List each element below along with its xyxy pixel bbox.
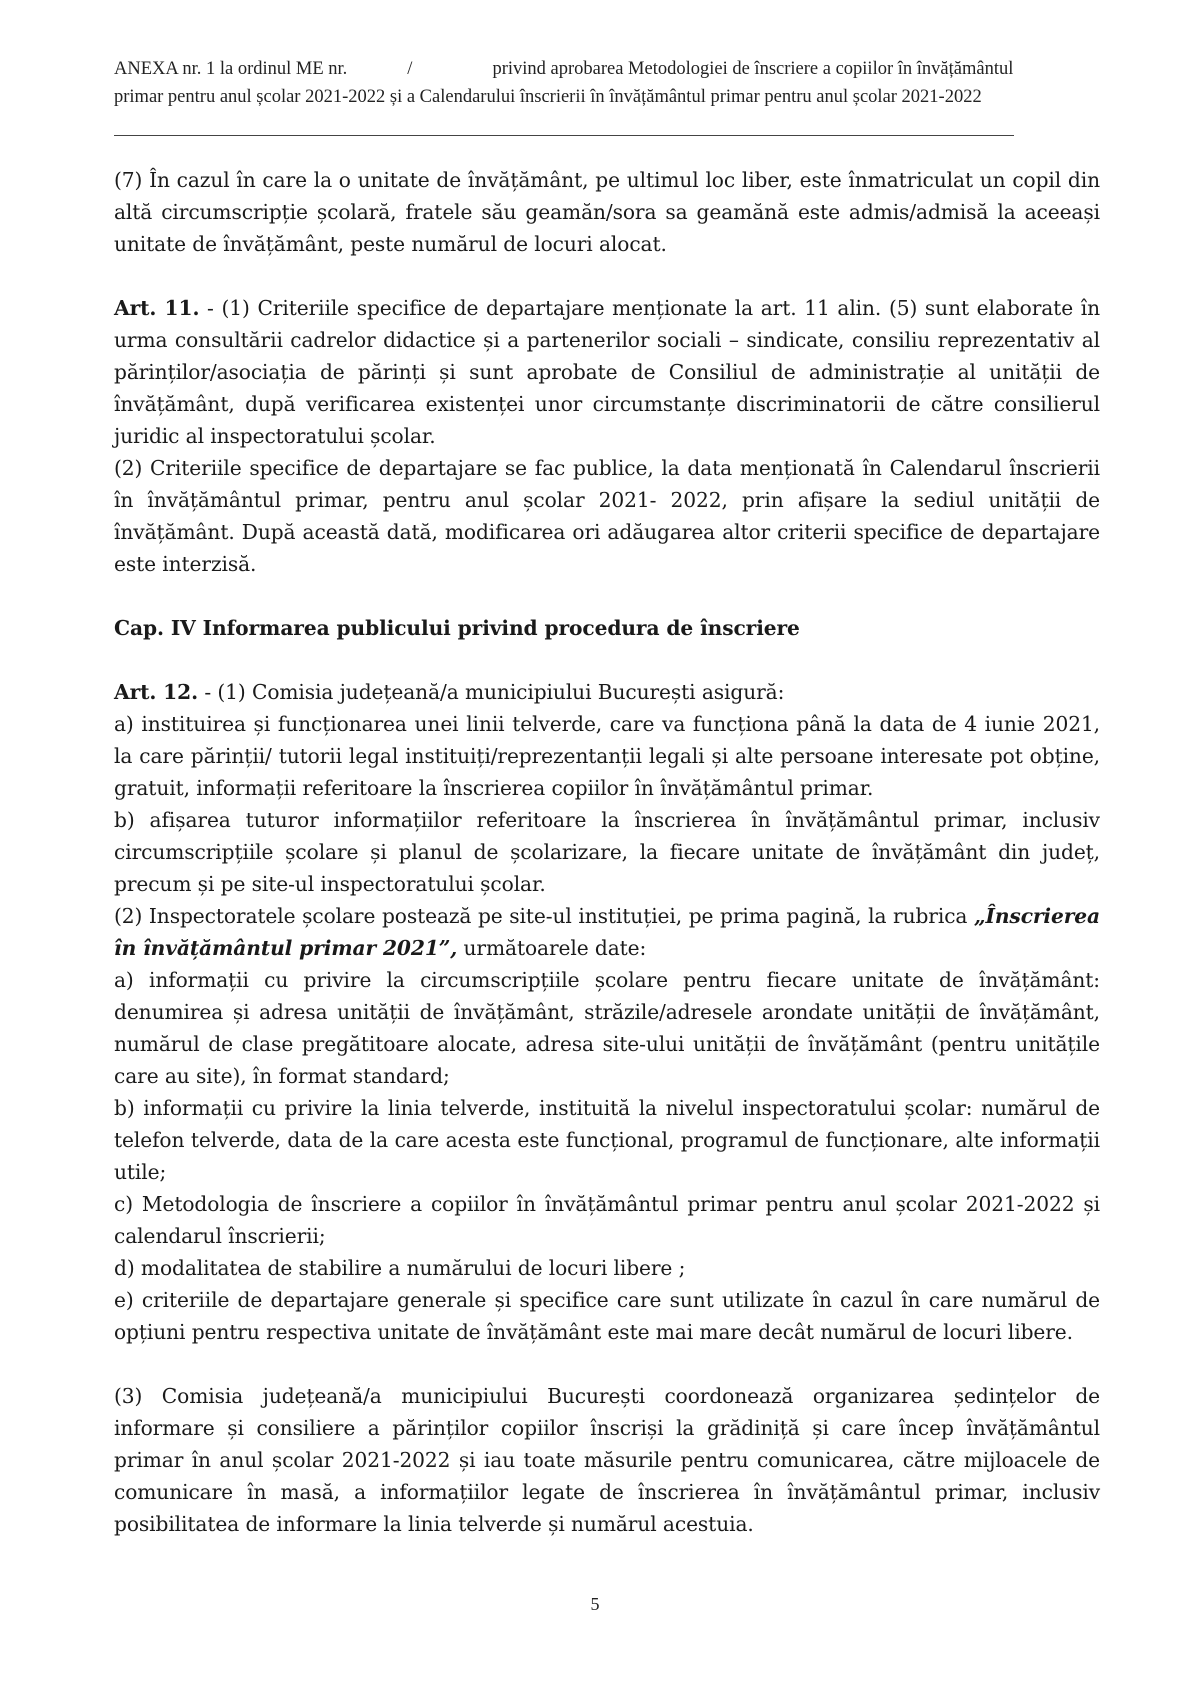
art12-label: Art. 12.: [114, 680, 199, 704]
art12-paragraph-1: [114, 676, 1100, 708]
header-divider: [114, 135, 1014, 136]
art12-paragraph-3: (3) Comisia județeană/a municipiului București coordonează organizarea ședințelor de informare și consiliere a părinților copiilor înscriși la grădiniță și care încep învățământul primar în anul școlar 2021-2022 și iau toate măsurile pentru comunicarea, către mijloacele de comunicare în masă, a informațiilor legate de înscrierea în învățământul primar, inclusiv posibilitatea de informare la linia telverde și numărul acestuia.: [114, 1384, 1100, 1536]
art12-p2-item-a: a) informații cu privire la circumscripțiile școlare pentru fiecare unitate de învățământ: denumirea și adresa unității de învățământ, străzile/adresele arondate unității de învățământ, numărul de clase pregătitoare alocate, adresa site-ului unității de învățământ (pentru unitățile care au site), în format standard;: [114, 968, 1100, 1088]
art12-p2-item-b: b) informații cu privire la linia telverde, instituită la nivelul inspectoratului școlar: numărul de telefon telverde, data de la care acesta este funcțional, programul de funcționare, alte informații utile;: [114, 1096, 1100, 1184]
art12-p2-rubric: „Înscrierea în învățământul primar 2021”,: [114, 904, 1100, 960]
chapter-heading: Cap. IV Informarea publicului privind procedura de înscriere: [114, 616, 800, 640]
header-line-1: [114, 55, 1100, 83]
art12-p2-end: următoarele date:: [457, 936, 647, 960]
document-body: [114, 164, 1100, 1540]
art11-p1-text: - (1) Criteriile specifice de departajare menționate la art. 11 alin. (5) sunt elaborate în urma consultării cadrelor didactice și a partenerilor sociali – sindicate, consiliu reprezentativ al părinților/asociația de părinți și sunt aprobate de Consiliul de administrație al unității de învățământ, după verificarea existenței unor circumstanțe discriminatorii de către consilierul juridic al inspectoratului școlar.: [114, 296, 1100, 448]
header-part2: privind aprobarea Metodologiei de înscriere a copiilor în învățământul: [492, 59, 1014, 79]
header-slash: /: [407, 59, 413, 79]
art11-label: Art. 11.: [114, 296, 200, 320]
art12-p2-item-d: d) modalitatea de stabilire a numărului de locuri libere ;: [114, 1256, 686, 1280]
art11-paragraph-2: (2) Criteriile specifice de departajare se fac publice, la data menționată în Calendarul înscrierii în învățământul primar, pentru anul școlar 2021- 2022, prin afișare la sediul unității de învățământ. După această dată, modificarea ori adăugarea altor criterii specifice de departajare este interzisă.: [114, 456, 1100, 576]
page-header: [114, 55, 1100, 111]
art10-paragraph-7: (7) În cazul în care la o unitate de învățământ, pe ultimul loc liber, este înmatriculat un copil din altă circumscripție școlară, fratele său geamăn/sora sa geamănă este admis/admisă la aceeași unitate de învățământ, peste numărul de locuri alocat.: [114, 168, 1100, 256]
header-line-2: primar pentru anul școlar 2021-2022 și a Calendarului înscrierii în învățământul primar pentru anul școlar 2021-2022: [114, 87, 982, 107]
art12-p2-start: (2) Inspectoratele școlare postează pe site-ul instituției, pe prima pagină, la rubrica: [114, 904, 974, 928]
art11-paragraph-1: [114, 292, 1100, 452]
art12-p2-item-c: c) Metodologia de înscriere a copiilor în învățământul primar pentru anul școlar 2021-2022 și calendarul înscrierii;: [114, 1192, 1100, 1248]
art12-paragraph-2: [114, 900, 1100, 964]
header-part1: ANEXA nr. 1 la ordinul ME nr.: [114, 59, 348, 79]
art12-p1-text: - (1) Comisia județeană/a municipiului București asigură:: [198, 680, 785, 704]
art12-item-b: b) afișarea tuturor informațiilor referitoare la înscrierea în învățământul primar, inclusiv circumscripțiile școlare și planul de școlarizare, la fiecare unitate de învățământ din județ, precum și pe site-ul inspectoratului școlar.: [114, 808, 1100, 896]
art12-p2-item-e: e) criteriile de departajare generale și specifice care sunt utilizate în cazul în care numărul de opțiuni pentru respectiva unitate de învățământ este mai mare decât numărul de locuri libere.: [114, 1288, 1100, 1344]
art12-item-a: a) instituirea și funcționarea unei linii telverde, care va funcționa până la data de 4 iunie 2021, la care părinții/ tutorii legal instituiți/reprezentanții legali și alte persoane interesate pot obține, gratuit, informații referitoare la înscrierea copiilor în învățământul primar.: [114, 712, 1100, 800]
page-number: 5: [590, 1594, 600, 1614]
